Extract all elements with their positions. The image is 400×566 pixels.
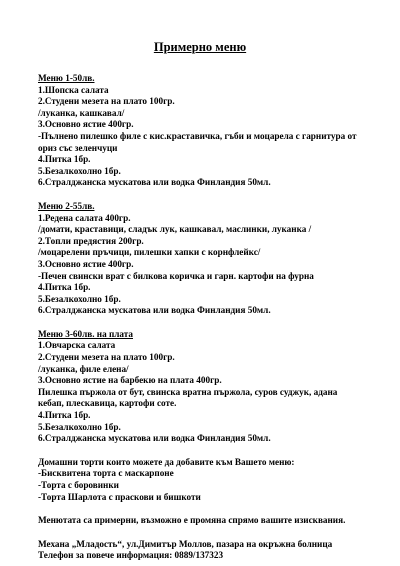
restaurant-address: Механа „Младость“, ул.Димитър Моллов, пазара на окръжна болница [38, 538, 333, 549]
menu-line: -Печен свински врат с билкова коричка и гарн. картофи на фурна [38, 270, 314, 281]
menu-line: 6.Стралджанска мускатова или водка Финландия 50мл. [38, 177, 271, 188]
menu-3 [38, 329, 362, 445]
menu-line: 3.Основно ястие 400гр. [38, 119, 134, 130]
menu-3-heading: Меню 3-60лв. на плата [38, 328, 133, 339]
menu-1 [38, 73, 362, 189]
disclaimer-note: Менютата са примерни, възможно е промяна спрямо вашите изисквания. [38, 515, 346, 526]
menu-2 [38, 201, 362, 317]
page-title: Примерно меню [153, 40, 247, 54]
cake-item: -Торта с боровинки [38, 480, 119, 490]
menu-line: /моцарелени пръчици, пилешки хапки с корнфлейкс/ [38, 247, 261, 258]
menu-line: 6.Стралджанска мускатова или водка Финландия 50мл. [38, 305, 271, 316]
menu-line: 6.Стралджанска мускатова или водка Финландия 50мл. [38, 433, 271, 444]
menu-line: -Пълнено пилешко филе с кис.краставичка, гъби и моцарела с гарнитура от ориз със зеленчуци [38, 130, 357, 153]
menu-2-heading: Меню 2-55лв. [38, 200, 95, 211]
footer [38, 539, 362, 562]
menu-line: 1.Шопска салата [38, 84, 109, 95]
cake-item: -Торта Шарлота с праскови и бишкоти [38, 491, 201, 502]
cake-item: -Бисквитена торта с маскарпоне [38, 468, 174, 479]
menu-line: /луканка, кашкавал/ [38, 107, 125, 118]
menu-line: 5.Безалкохолно 1бр. [38, 293, 121, 304]
menu-line: 2.Студени мезета на плато 100гр. [38, 96, 175, 107]
menu-1-heading: Меню 1-50лв. [38, 73, 95, 83]
menu-line: 1.Овчарска салата [38, 340, 116, 351]
menu-line: 2.Студени мезета на плато 100гр. [38, 352, 175, 363]
menu-line: 3.Основно ястие на барбекю на плата 400гр. [38, 375, 222, 386]
menu-line: /домати, краставици, сладък лук, кашкавал, маслинки, луканка / [38, 224, 312, 235]
menu-line: /луканка, филе елена/ [38, 363, 129, 374]
menu-line: 1.Редена салата 400гр. [38, 212, 131, 223]
cakes-section [38, 457, 362, 503]
menu-line: 5.Безалкохолно 1бр. [38, 421, 121, 432]
menu-line: 4.Питка 1бр. [38, 154, 91, 165]
menu-line: 5.Безалкохолно 1бр. [38, 165, 121, 176]
menu-line: Пилешка пържола от бут, свинска вратна пържола, суров суджук, адана кебап, плескавица, картофи соте. [38, 386, 338, 409]
menu-line: 2.Топли предястия 200гр. [38, 235, 144, 246]
contact-phone: Телефон за повече информация: 0889/137323 [38, 550, 224, 561]
menu-line: 4.Питка 1бр. [38, 282, 91, 293]
cakes-heading: Домашни торти които можете да добавите към Вашето меню: [38, 456, 295, 467]
menu-line: 3.Основно ястие 400гр. [38, 258, 134, 269]
menu-line: 4.Питка 1бр. [38, 410, 91, 421]
